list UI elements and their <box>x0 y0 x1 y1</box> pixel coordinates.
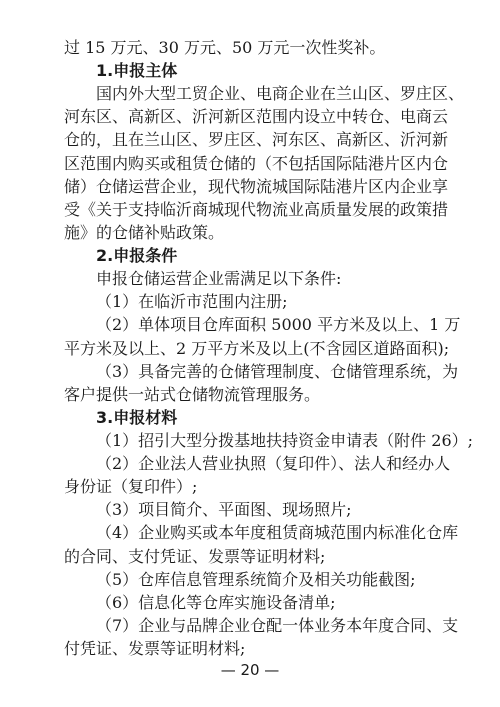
list-item: （3）具备完善的仓储管理制度、仓储管理系统，为 <box>96 362 459 381</box>
paragraph-line: 国内外大型工贸企业、电商企业在兰山区、罗庄区、 <box>96 84 465 103</box>
section-heading-applicant: 1.申报主体 <box>96 61 178 80</box>
paragraph-line: 储）仓储运营企业，现代物流城国际陆港片区内企业享 <box>64 177 449 196</box>
paragraph-line: 施》的仓储补贴政策。 <box>64 223 225 242</box>
page-number: — 20 — <box>220 661 280 679</box>
list-item: （1）在临沂市范围内注册; <box>96 292 288 311</box>
paragraph-line: 身份证（复印件）; <box>64 477 198 496</box>
list-item: （5）仓库信息管理系统简介及相关功能截图; <box>96 570 416 589</box>
list-item: （4）企业购买或本年度租赁商城范围内标准化仓库 <box>96 523 459 542</box>
list-item: （7）企业与品牌企业仓配一体业务本年度合同、支 <box>96 616 459 635</box>
paragraph-line: 平方米及以上、2 万平方米及以上(不含园区道路面积); <box>64 339 450 358</box>
paragraph-line: 的合同、支付凭证、发票等证明材料; <box>64 547 326 566</box>
list-item: （6）信息化等仓库实施设备清单; <box>96 593 336 612</box>
paragraph-line: 受《关于支持临沂商城现代物流业高质量发展的政策措 <box>64 200 449 219</box>
list-item: （2）单体项目仓库面积 5000 平方米及以上、1 万 <box>96 315 461 334</box>
list-item: （3）项目简介、平面图、现场照片; <box>96 500 352 519</box>
list-item: （2）企业法人营业执照（复印件）、法人和经办人 <box>96 454 451 473</box>
section-heading-conditions: 2.申报条件 <box>96 246 178 265</box>
paragraph-line: 申报仓储运营企业需满足以下条件: <box>96 269 342 288</box>
paragraph-line: 区范围内购买或租赁仓储的（不包括国际陆港片区内仓 <box>64 154 449 173</box>
section-heading-materials: 3.申报材料 <box>96 408 178 427</box>
paragraph-line: 仓的，且在兰山区、罗庄区、河东区、高新区、沂河新 <box>64 130 449 149</box>
paragraph-line: 付凭证、发票等证明材料; <box>64 639 246 658</box>
list-item: （1）招引大型分拨基地扶持资金申请表（附件 26）; <box>96 431 474 450</box>
paragraph-line: 客户提供一站式仓储物流管理服务。 <box>64 385 321 404</box>
paragraph-line: 河东区、高新区、沂河新区范围内设立中转仓、电商云 <box>64 107 449 126</box>
paragraph-line: 过 15 万元、30 万元、50 万元一次性奖补。 <box>64 38 386 57</box>
